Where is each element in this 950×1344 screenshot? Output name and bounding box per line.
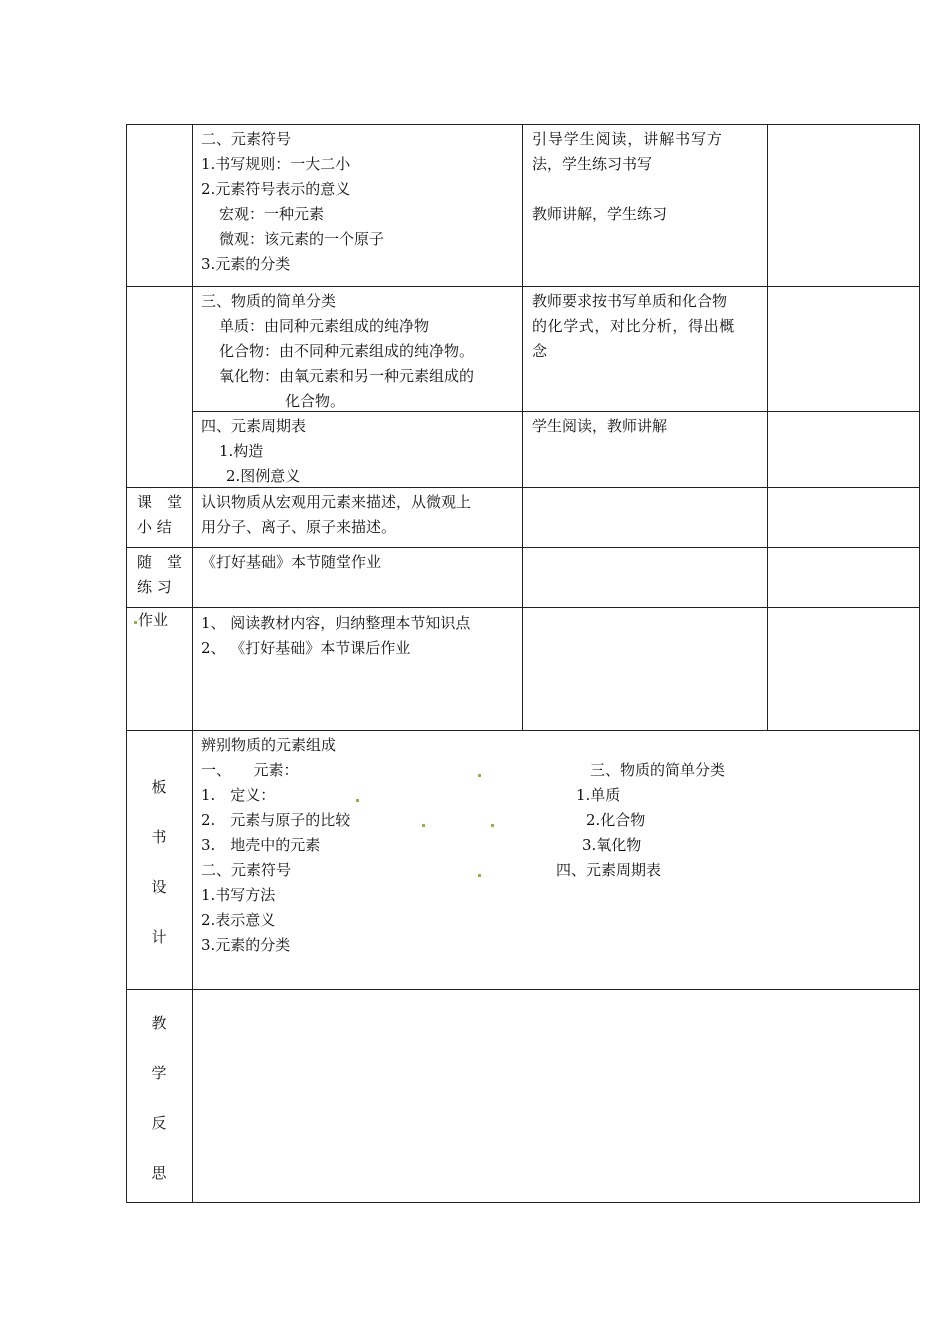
row-divider — [126, 730, 920, 731]
activity-line: 引导学生阅读，讲解书写方 — [532, 130, 723, 148]
row-label: 作业 — [138, 611, 169, 629]
row-divider — [126, 547, 920, 548]
board-right-item: 3.氧化物 — [582, 836, 642, 854]
board-left-line: 1.书写方法 — [201, 886, 276, 904]
row-divider — [126, 989, 920, 990]
row-label: 练 习 — [137, 578, 172, 596]
row-divider — [126, 286, 920, 287]
activity-line: 教师讲解，学生练习 — [532, 205, 668, 223]
content-line: 用分子、离子、原子来描述。 — [201, 518, 397, 536]
board-left-line: 2. 元素与原子的比较 — [201, 811, 351, 829]
board-left-line: 二、元素符号 — [201, 861, 292, 879]
board-left-line: 1. 定义： — [201, 786, 276, 804]
row-label: 小 结 — [137, 518, 172, 536]
row-label: 思 — [151, 1164, 167, 1182]
table-border-bottom — [126, 1202, 920, 1203]
content-line: 2.元素符号表示的意义 — [201, 180, 351, 198]
table-border-right — [919, 124, 920, 1203]
content-line: 认识物质从宏观用元素来描述，从微观上 — [201, 493, 472, 511]
content-line: 四、元素周期表 — [201, 417, 307, 435]
row-label: 设 — [151, 878, 167, 896]
activity-line: 的化学式，对比分析，得出概 — [532, 317, 735, 335]
content-line: 1.构造 — [219, 442, 264, 460]
board-left-line: 一、 元素： — [201, 761, 299, 779]
activity-line: 学生阅读，教师讲解 — [532, 417, 668, 435]
activity-line: 法，学生练习书写 — [532, 155, 653, 173]
board-right-item: 2.化合物 — [586, 811, 646, 829]
board-left-line: 3. 地壳中的元素 — [201, 836, 321, 854]
row-label: 学 — [151, 1064, 167, 1082]
content-line: 单质：由同种元素组成的纯净物 — [219, 317, 430, 335]
board-right-heading: 三、物质的简单分类 — [590, 761, 726, 779]
content-line: 宏观：一种元素 — [219, 205, 325, 223]
board-left-line: 2.表示意义 — [201, 911, 276, 929]
row-label: 教 — [151, 1014, 167, 1032]
row-label: 板 — [151, 778, 167, 796]
row-divider — [126, 607, 920, 608]
row-label: 反 — [151, 1114, 167, 1132]
column-divider — [767, 124, 768, 731]
speck-mark — [356, 799, 359, 802]
content-line: 氧化物：由氧元素和另一种元素组成的 — [219, 367, 475, 385]
content-line: 3.元素的分类 — [201, 255, 291, 273]
content-line: 《打好基础》本节随堂作业 — [201, 553, 382, 571]
row-label: 随 堂 — [137, 553, 183, 571]
board-title: 辨别物质的元素组成 — [201, 736, 337, 754]
speck-mark — [422, 824, 425, 827]
column-divider — [192, 124, 193, 1203]
content-line: 化合物：由不同种元素组成的纯净物。 — [219, 342, 475, 360]
content-line: 化合物。 — [285, 392, 346, 410]
column-divider — [522, 124, 523, 731]
content-line: 微观：该元素的一个原子 — [219, 230, 385, 248]
content-line: 二、元素符号 — [201, 130, 292, 148]
speck-mark — [134, 621, 137, 624]
content-line: 1、 阅读教材内容，归纳整理本节知识点 — [201, 614, 471, 632]
activity-line: 念 — [532, 342, 548, 360]
board-left-line: 3.元素的分类 — [201, 936, 291, 954]
speck-mark — [478, 774, 481, 777]
activity-line: 教师要求按书写单质和化合物 — [532, 292, 728, 310]
speck-mark — [491, 824, 494, 827]
speck-mark — [478, 874, 481, 877]
board-right-heading: 四、元素周期表 — [556, 861, 662, 879]
row-label: 计 — [151, 928, 167, 946]
content-line: 1.书写规则：一大二小 — [201, 155, 351, 173]
content-line: 三、物质的简单分类 — [201, 292, 337, 310]
content-line: 2、 《打好基础》本节课后作业 — [201, 639, 411, 657]
table-border-left — [126, 124, 127, 1203]
row-label: 课 堂 — [137, 493, 183, 511]
content-line: 2.图例意义 — [226, 467, 301, 485]
table-border-top — [126, 124, 920, 125]
board-right-item: 1.单质 — [576, 786, 621, 804]
row-label: 书 — [151, 828, 167, 846]
